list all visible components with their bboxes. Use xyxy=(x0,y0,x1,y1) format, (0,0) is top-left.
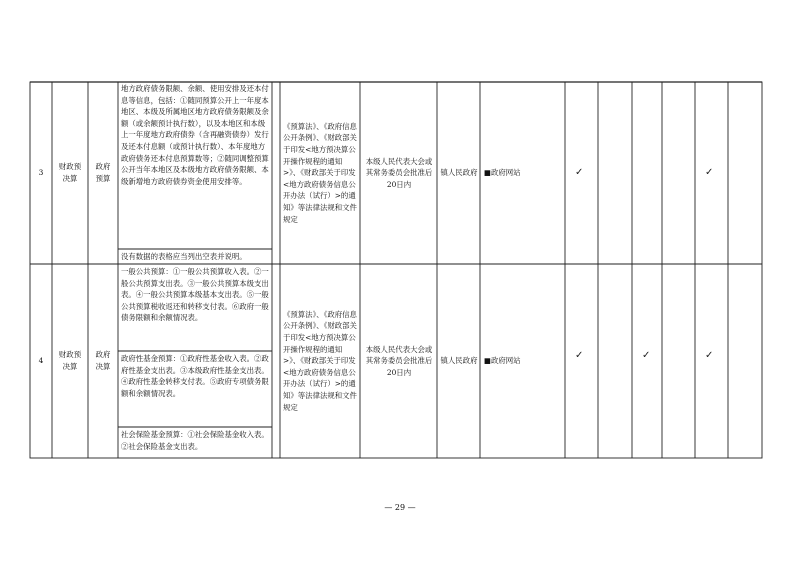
subject-cell: 镇人民政府 xyxy=(440,356,478,366)
content-cell-fund: 政府性基金预算：①政府性基金收入表。②政府性基金支出表。③本级政府性基金支出表。④政府性基金转移支付表。⑤政府专项债务限额和余额情况表。 xyxy=(121,354,269,398)
time-limit-cell: 本级人民代表大会或其常务委员会批准后20日内 xyxy=(365,344,433,377)
content-cell-general: 一般公共预算：①一般公共预算收入表。②一般公共预算支出表。③一般公共预算本级支出表。④一般公共预算本级基本支出表。⑤一般公共预算税收返还和转移支付表。⑥政府一般债务限额和余额情况表。 xyxy=(121,267,269,323)
check-mark: ✓ xyxy=(575,167,584,178)
channel-cell: ■政府网站 xyxy=(484,356,521,366)
row-number: 4 xyxy=(38,356,44,366)
content-cell-note: 没有数据的表格应当列出空表并说明。 xyxy=(121,252,247,262)
row-number: 3 xyxy=(38,168,44,178)
channel-cell: ■政府网站 xyxy=(484,168,521,178)
content-cell: 地方政府债务限额、余额、使用安排及还本付息等信息，包括：①随同预算公开上一年度本地区、本级及所属地区地方政府债务限额及余额（或余额预计执行数），以及本地区和本级上一年度地方政府债券（含再融资债券）发行及还本付息额（或预计执行数）、本年度地方政府债务还本付息预算数等；②随同调整预算公开当年本地区及本级地方政府债务限额、本级新增地方政府债券资金使用安排等。 xyxy=(121,84,269,186)
check-mark: ✓ xyxy=(705,167,714,178)
content-cell-social: 社会保险基金预算：①社会保险基金收入表。②社会保险基金支出表。 xyxy=(121,430,269,451)
item-cell: 政府预算 xyxy=(95,162,111,183)
check-mark: ✓ xyxy=(642,350,651,361)
check-mark: ✓ xyxy=(705,350,714,361)
category-cell: 财政预决算 xyxy=(58,162,82,183)
basis-cell: 《预算法》、《政府信息公开条例》、《财政部关于印发<地方预决算公开操作规程的通知>》、《财政部关于印发<地方政府债务信息公开办法（试行）>的通知》等法律法规和文件规定 xyxy=(283,121,357,224)
item-cell: 政府决算 xyxy=(95,350,111,371)
check-mark: ✓ xyxy=(575,350,584,361)
basis-cell: 《预算法》、《政府信息公开条例》、《财政部关于印发<地方预决算公开操作规程的通知>》、《财政部关于印发<地方政府债务信息公开办法（试行）>的通知》等法律法规和文件规定 xyxy=(283,309,357,412)
subject-cell: 镇人民政府 xyxy=(440,168,478,178)
time-limit-cell: 本级人民代表大会或其常务委员会批准后20日内 xyxy=(365,156,433,189)
page-number: — 29 — xyxy=(384,503,416,512)
category-cell: 财政预决算 xyxy=(58,350,82,371)
